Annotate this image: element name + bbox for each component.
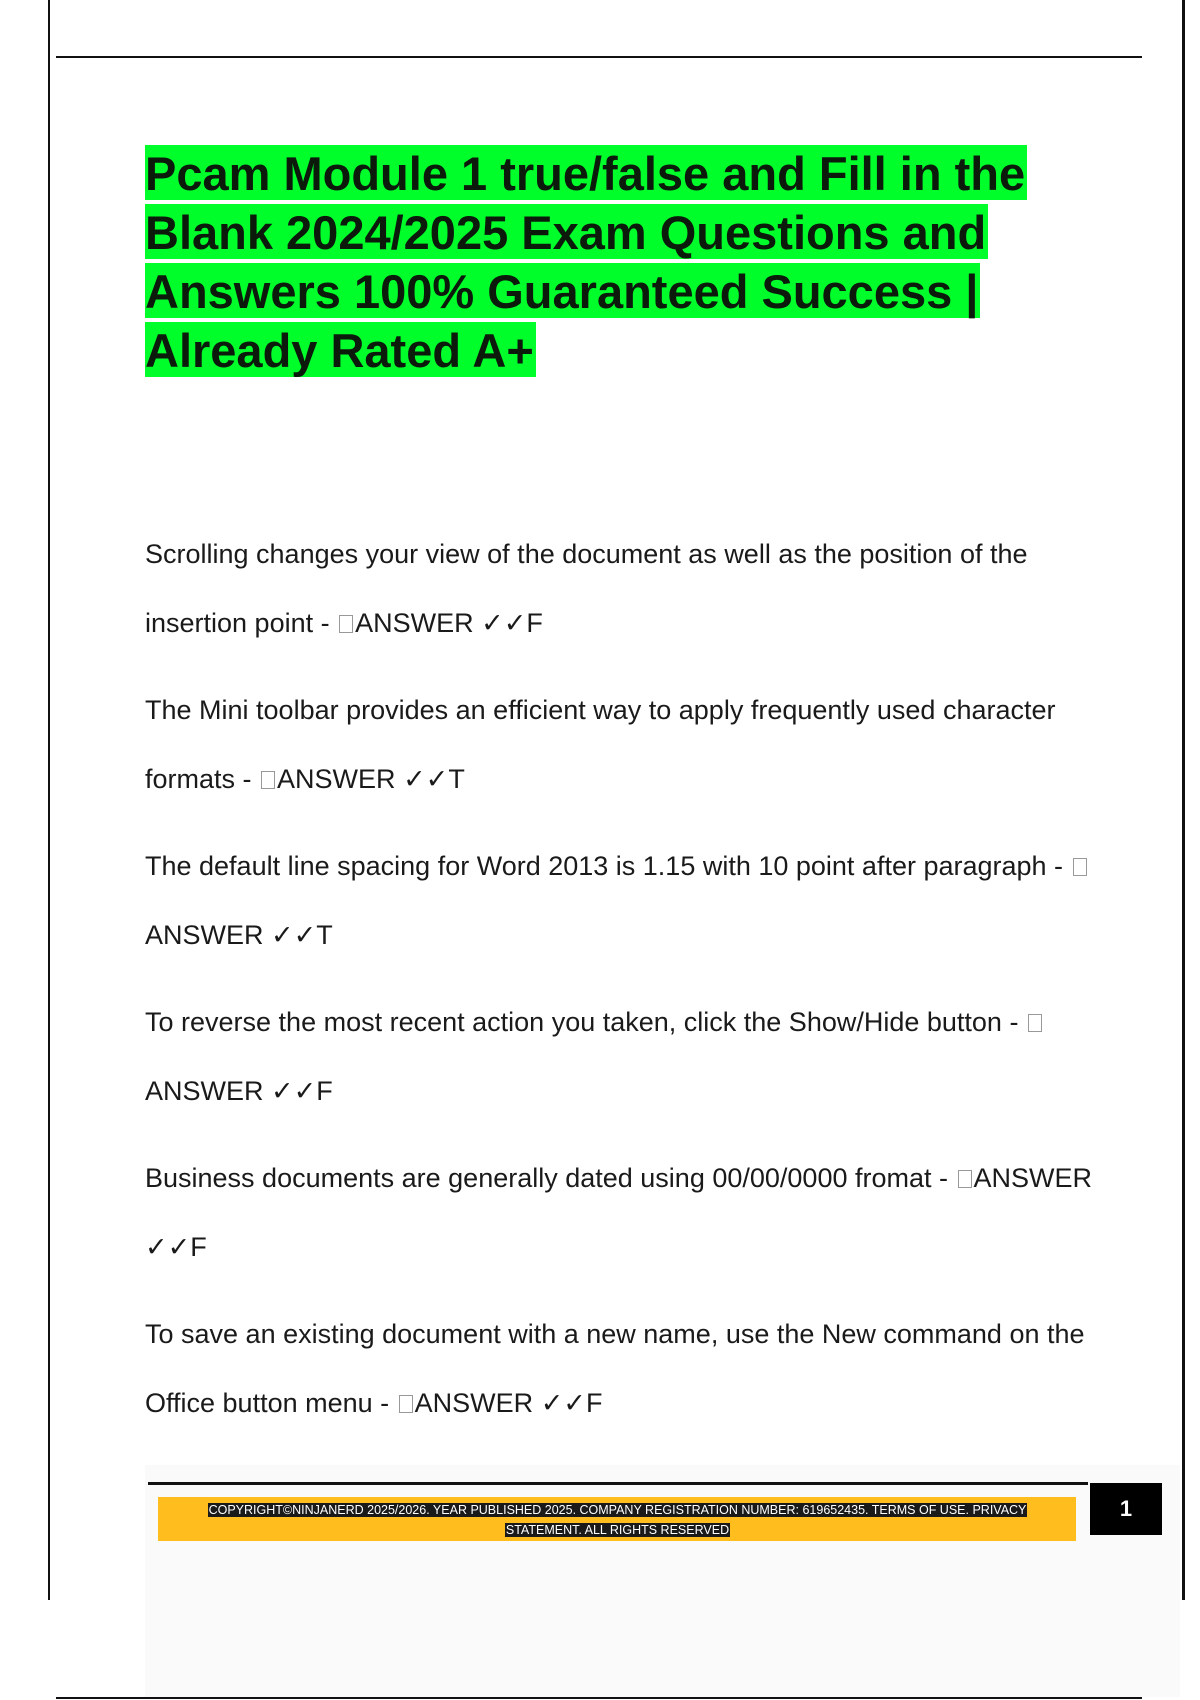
box-icon [958,1170,972,1188]
answer-label: ANSWER [145,1076,264,1106]
box-icon [399,1395,413,1413]
footer-copyright-text: COPYRIGHT©NINJANERD 2025/2026. YEAR PUBLISHED 2025. COMPANY REGISTRATION NUMBER: 619652435. TERMS OF USE. PRIVACY STATEMENT. ALL RIGHTS RESERVED [208,1503,1027,1537]
answer-label: ANSWER [145,920,264,950]
box-icon [1028,1014,1042,1032]
answer-value: F [190,1232,207,1262]
answer-label: ANSWER [355,608,474,638]
question-list [145,520,1105,1456]
question-text: To save an existing document with a new name, use the New command on the Office button menu - [145,1319,1085,1418]
question-text: Scrolling changes your view of the document as well as the position of the insertion point - [145,539,1028,638]
checkmark-icon: ✓✓ [271,920,317,950]
answer-value: F [585,1388,603,1418]
footer-rule [148,1482,1088,1485]
document-title [145,144,1085,380]
document-title-text: Pcam Module 1 true/false and Fill in the Blank 2024/2025 Exam Questions and Answers 100% Guaranteed Success | Already Rated A+ [145,147,1026,377]
checkmark-icon: ✓✓ [540,1388,586,1418]
header-rule [56,56,1142,58]
box-icon [339,615,353,633]
footer-copyright [170,1500,1065,1540]
page-border-left [48,0,50,1600]
box-icon [1073,858,1087,876]
question-text: Business documents are generally dated using 00/00/0000 fromat - [145,1163,948,1193]
answer-label: ANSWER [277,764,396,794]
question-text: The Mini toolbar provides an efficient way to apply frequently used character formats - [145,695,1056,794]
question-item [145,676,1105,814]
question-text: To reverse the most recent action you taken, click the Show/Hide button - [145,1007,1019,1037]
question-item [145,988,1105,1126]
question-item [145,1144,1105,1282]
question-item [145,832,1105,970]
answer-value: F [316,1076,333,1106]
answer-label: ANSWER [973,1163,1093,1193]
answer-label: ANSWER [414,1388,534,1418]
checkmark-icon: ✓✓ [145,1232,191,1262]
answer-value: T [316,920,333,950]
checkmark-icon: ✓✓ [403,764,449,794]
answer-value: T [448,764,465,794]
question-item [145,520,1105,658]
question-item [145,1300,1105,1438]
next-page-rule [56,1697,1142,1699]
checkmark-icon: ✓✓ [481,608,527,638]
page-border-right [1182,0,1185,1600]
answer-value: F [526,608,543,638]
page-number: 1 [1090,1483,1162,1535]
checkmark-icon: ✓✓ [271,1076,317,1106]
question-text: The default line spacing for Word 2013 is 1.15 with 10 point after paragraph - [145,851,1064,881]
box-icon [261,771,275,789]
